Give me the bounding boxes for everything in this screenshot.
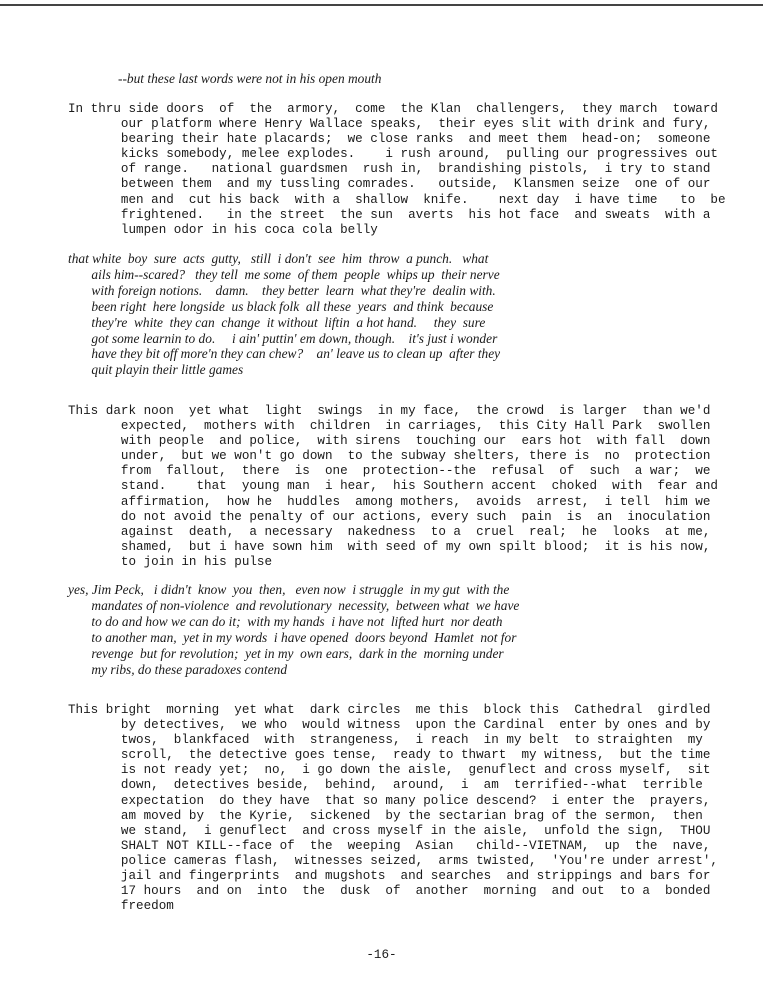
paragraph-jim-peck: yes, Jim Peck, i didn't know you then, even now i struggle in my gut with the mandates of non-violence and revolutionary necessity, between what we have to do and how we can do it; with my hands i have not lifted hurt nor death to another man, yet in my words i have opened doors beyond Hamlet not for revenge but for revolution; yet in my own ears, dark in the morning under my ribs, do these paradoxes contend — [68, 582, 520, 677]
paragraph-cathedral: This bright morning yet what dark circles me this block this Cathedral girdled by detectives, we who would witness upon the Cardinal enter by ones and by twos, blankfaced with strangeness, i reach in my belt to straighten my scroll, the detective goes tense, ready to thwart my witness, but the time is not ready yet; no, i go down the aisle, genuflect and cross myself, sit down, detectives beside, behind, around, i am terrified--what terrible expectation do they have that so many police descend? i enter the prayers, am moved by the Kyrie, sickened by the sectarian brag of the sermon, then we stand, i genuflect and cross myself in the aisle, unfold the sign, THOU SHALT NOT KILL--face of the weeping Asian child--VIETNAM, up the nave, police cameras flash, witnesses seized, arms twisted, 'You're under arrest', jail and fingerprints and mugshots and searches and strippings and bars for 17 hours and on into the dusk of another morning and out to a bonded freedom — [68, 703, 718, 914]
paragraph-white-boy-voice: that white boy sure acts gutty, still i don't see him throw a punch. what ails him--scared? they tell me some of them people whips up their nerve with foreign notions. damn. they better learn what they're dealin with. been right here longside us black folk all these years and think because they're white they can change it without liftin a hot hand. they sure got some learnin to do. i ain' puttin' em down, though. it's just i wonder have they bit off more'n they can chew? an' leave us to clean up after they quit playin their little games — [68, 251, 501, 378]
top-border-line — [0, 4, 763, 6]
page-number: -16- — [366, 948, 397, 962]
paragraph-city-hall-park: This dark noon yet what light swings in my face, the crowd is larger than we'd expected, mothers with children in carriages, this City Hall Park swollen with people and police, with sirens touching our ears hot with fall down under, but we won't go down to the subway shelters, there is no protection from fallout, there is one protection--the refusal of such a war; we stand. that young man i hear, his Southern accent choked with fear and affirmation, how he huddles among mothers, avoids arrest, i tell him we do not avoid the penalty of our actions, every such pain is an inoculation against death, a necessary nakedness to a cruel real; he looks at me, shamed, but i have sown him with seed of my own spilt blood; it is his now, to join in his pulse — [68, 404, 718, 569]
epigraph: --but these last words were not in his open mouth — [118, 71, 382, 86]
paragraph-klan-armory: In thru side doors of the armory, come the Klan challengers, they march toward our platform where Henry Wallace speaks, their eyes slit with drink and fury, bearing their hate placards; we close ranks and meet them head-on; someone kicks somebody, melee explodes. i rush around, pulling our progressives out of range. national guardsmen rush in, brandishing pistols, i try to stand between them and my tussling comrades. outside, Klansmen seize one of our men and cut his back with a shallow knife. next day i have time to be frightened. in the street the sun averts his hot face and sweats with a lumpen odor in his coca cola belly — [68, 102, 726, 237]
